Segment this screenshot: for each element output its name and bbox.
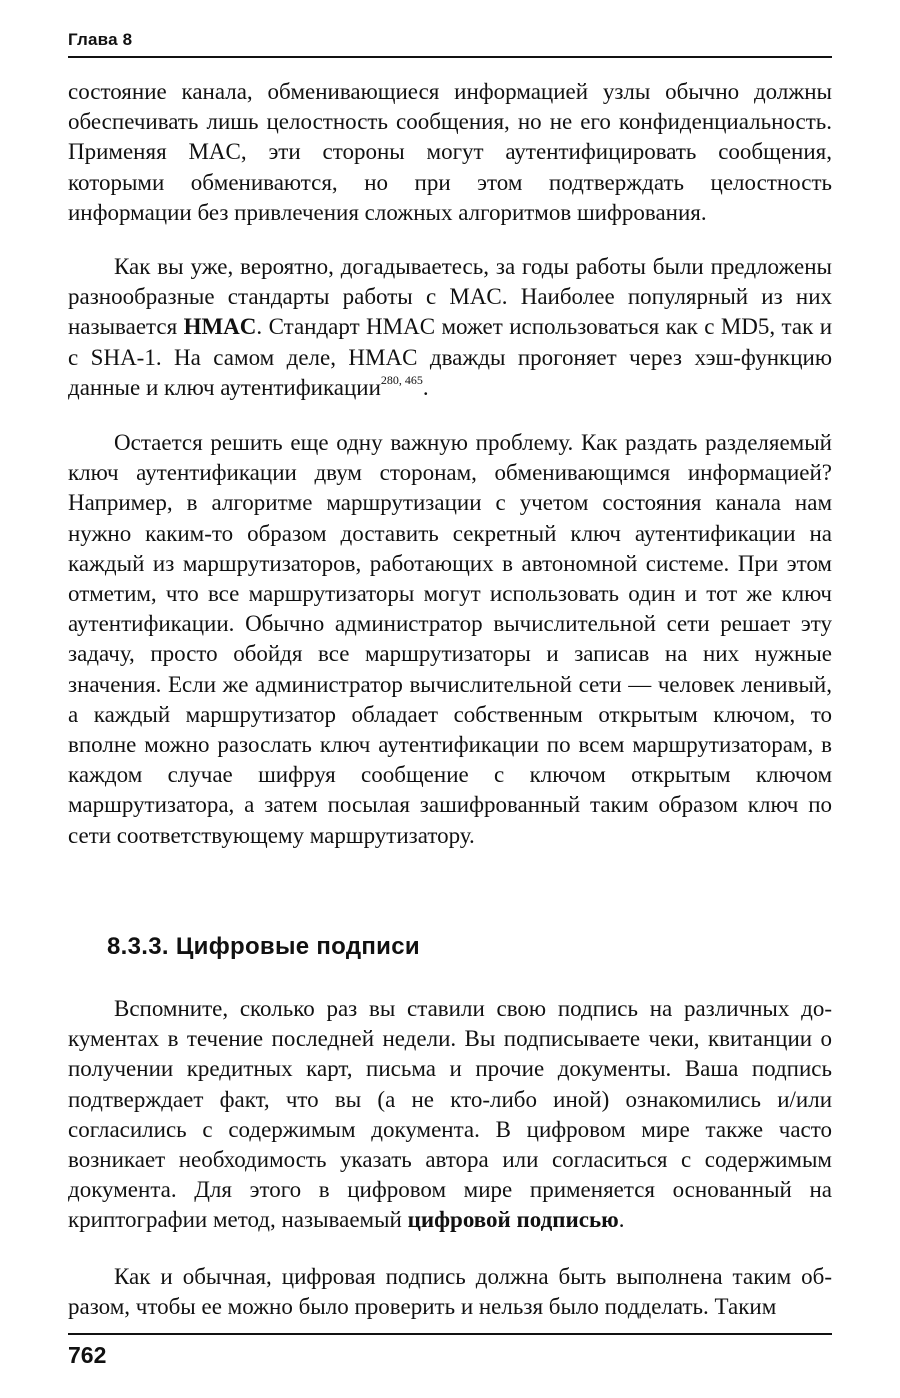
paragraph-text: . Стандарт HMAC может использоваться как с MD5, так и с SHA-1. На самом деле, HMAC дважды прогоняет через хэш-функцию данные и ключ аутентификации xyxy=(68,314,833,400)
paragraph-signature-requirements xyxy=(68,1262,832,1322)
term-digital-signature: цифровой подписью xyxy=(407,1207,619,1233)
paragraph-end: . xyxy=(422,374,429,400)
reference-superscript: 280, 465 xyxy=(380,373,423,388)
header-rule xyxy=(68,56,832,58)
paragraph-text: состояние канала, обменивающиеся информацией узлы обычно должны обеспечивать лишь целостность сообщения, но не его конфиденциальность. Применяя MAC, эти стороны могут аутентифицировать сообщения, которыми обмениваются, но при этом подтверждать целостность информации без привлечения сложных алгоритмов шифрования. xyxy=(68,79,832,225)
paragraph-text: Как и обычная, цифровая подпись должна быть выполнена таким образом, чтобы ее можно было проверить и нельзя было подделать. Таким xyxy=(68,1264,832,1320)
paragraph-text: Остается решить еще одну важную проблему. Как раздать разделяемый ключ аутентификации двум сторонам, обменивающимся информацией? Например, в алгоритме маршрутизации с учетом состояния канала нам нужно каким-то образом доставить секретный ключ аутентификации на каждый из маршрутизаторов, работающих в автономной системе. При этом отметим, что все маршрутизаторы могут использовать один и тот же ключ аутентификации. Обычно администратор вычислительной сети решает эту задачу, просто обойдя все маршрутизаторы и записав на них нужные значения. Если же администратор вычислительной сети — человек ленивый, а каждый маршрутизатор обладает собственным открытым ключом, то вполне можно разослать ключ аутентификации по всем маршрутизаторам, в каждом случае шифруя сообщение с ключом открытым ключом маршрутизатора, а затем посылая зашифрованный таким образом ключ по сети соответствующему маршрутизатору. xyxy=(68,430,832,848)
paragraph-end: . xyxy=(618,1207,625,1233)
paragraph-text: Как вы уже, вероятно, догадываетесь, за годы работы были предложены разнообразные стандарты работы с MAC. Наиболее популярный из них называется xyxy=(68,254,832,340)
term-hmac: HMAC xyxy=(183,314,257,340)
paragraph-continuation xyxy=(68,77,832,228)
footer-rule xyxy=(68,1333,832,1335)
paragraph-hmac xyxy=(68,252,832,403)
paragraph-signatures xyxy=(68,994,832,1236)
section-heading: 8.3.3. Цифровые подписи xyxy=(107,933,420,960)
paragraph-key-distribution xyxy=(68,428,832,851)
page-number: 762 xyxy=(68,1342,107,1368)
paragraph-text: Вспомните, сколько раз вы ставили свою подпись на различных документах в течение последней недели. Вы подписываете чеки, квитанции о получении кредитных карт, письма и прочие документы. Ваша подпись подтверждает факт, что вы (а не кто-либо иной) ознакомились и/или согласились с содержимым документа. В цифровом мире также часто возникает необходимость указать автора или согласиться с содержимым документа. Для этого в цифровом мире применяется основанный на криптографии метод, называемый xyxy=(68,996,832,1233)
running-head-chapter: Глава 8 xyxy=(68,30,133,49)
